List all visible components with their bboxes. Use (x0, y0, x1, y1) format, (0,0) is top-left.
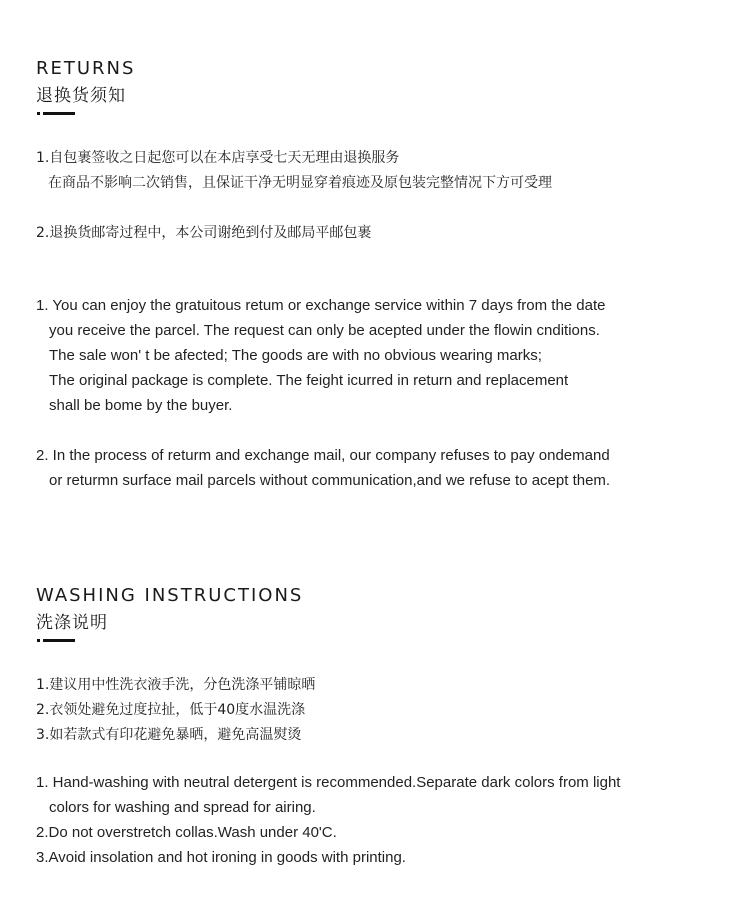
returns-zh-line-2: 在商品不影响二次销售，且保证干净无明显穿着痕迹及原包装完整情况下方可受理 (48, 175, 552, 191)
returns-en-line-1: 1. You can enjoy the gratuitous retum or exchange service within 7 days from the date (36, 297, 606, 314)
washing-zh-line-1: 1.建议用中性洗衣液手洗，分色洗涤平铺晾晒 (36, 677, 316, 693)
divider-bar (43, 639, 75, 642)
divider-dot (37, 112, 40, 115)
returns-zh-line-3: 2.退换货邮寄过程中，本公司谢绝到付及邮局平邮包裹 (36, 225, 372, 241)
washing-title-zh: 洗涤说明 (36, 613, 108, 633)
returns-en-line-6: 2. In the process of returm and exchange mail, our company refuses to pay ondemand (36, 447, 610, 464)
divider-dot (37, 639, 40, 642)
washing-en-line-1: 1. Hand-washing with neutral detergent is recommended.Separate dark colors from light (36, 774, 621, 791)
divider-bar (43, 112, 75, 115)
returns-en-line-5: shall be bome by the buyer. (49, 397, 233, 414)
returns-en-line-7: or returmn surface mail parcels without communication,and we refuse to acept them. (49, 472, 611, 489)
returns-en-line-3: The sale won' t be afected; The goods are with no obvious wearing marks; (49, 347, 542, 364)
washing-divider (37, 639, 77, 642)
washing-title-en: WASHING INSTRUCTIONS (36, 585, 304, 606)
washing-zh-line-2: 2.衣领处避免过度拉扯，低于40度水温洗涤 (36, 702, 306, 718)
returns-title-zh: 退换货须知 (36, 86, 126, 106)
returns-zh-line-1: 1.自包裹签收之日起您可以在本店享受七天无理由退换服务 (36, 150, 400, 166)
returns-divider (37, 112, 77, 115)
returns-en-line-2: you receive the parcel. The request can only be acepted under the flowin cnditions. (49, 322, 600, 339)
returns-title-en: RETURNS (36, 58, 136, 79)
washing-en-line-3: 2.Do not overstretch collas.Wash under 40'C. (36, 824, 337, 841)
returns-en-line-4: The original package is complete. The feight icurred in return and replacement (49, 372, 569, 389)
washing-en-line-4: 3.Avoid insolation and hot ironing in goods with printing. (36, 849, 406, 866)
washing-zh-line-3: 3.如若款式有印花避免暴晒，避免高温熨烫 (36, 727, 302, 743)
washing-en-line-2: colors for washing and spread for airing. (49, 799, 316, 816)
